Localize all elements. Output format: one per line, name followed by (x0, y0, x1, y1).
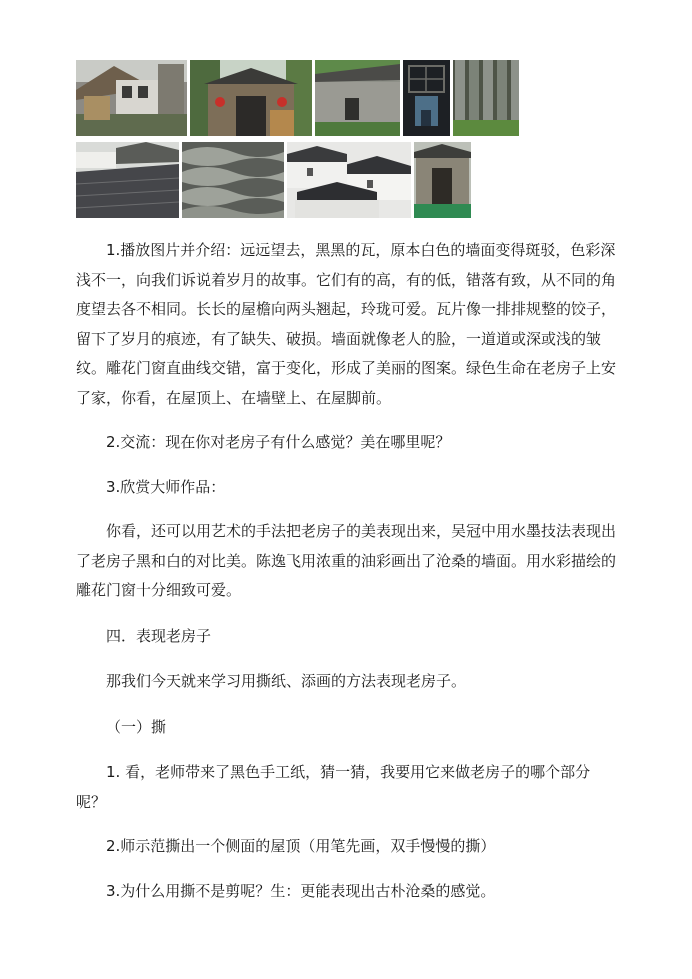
paragraph-appreciate-heading: 3.欣赏大师作品： (106, 477, 226, 496)
paragraph-masters: 你看，还可以用艺术的手法把老房子的美表现出来，吴冠中用水墨技法表现出了老房子黑和白的对比美。陈逸飞用浓重的油彩画出了沧桑的墙面。用水彩描绘的雕花门窗十分细致可爱。 (76, 522, 617, 599)
paragraph-step-demo: 2.师示范撕出一个侧面的屋顶（用笔先画，双手慢慢的撕） (106, 837, 496, 855)
paragraph-discussion: 2.交流：现在你对老房子有什么感觉？美在哪里呢？ (106, 433, 451, 451)
photo-tile-rows (453, 60, 519, 136)
paragraph-intro: 1.播放图片并介绍：远远望去，黑黑的瓦，原本白色的墙面变得斑驳，色彩深浅不一，向我们诉说着岁月的故事。它们有的高，有的低，错落有致，从不同的角度望去各不相同。长长的屋檐向两头翘起，玲珑可爱。瓦片像一排排规整的饺子，留下了岁月的痕迹，有了缺失、破损。墙面就像老人的脸，一道道或深或浅的皱纹。雕花门窗直曲线交错，富于变化，形成了美丽的图案。绿色生命在老房子上安了家，你看，在屋顶上、在墙壁上、在屋脚前。 (76, 241, 617, 407)
photo-archway-pond (414, 142, 471, 218)
photo-gatehouse-lanterns (190, 60, 312, 136)
photo-tile-closeup (182, 142, 284, 218)
lesson-text (76, 236, 616, 906)
photo-carved-window (403, 60, 450, 136)
photo-village-roofs (76, 142, 179, 218)
paragraph-step-look: 1. 看，老师带来了黑色手工纸，猜一猜，我要用它来做老房子的哪个部分呢？ (76, 763, 591, 811)
subsection-heading-tear: （一）撕 (106, 717, 167, 736)
paragraph-step-why: 3.为什么用撕不是剪呢？生：更能表现出古朴沧桑的感觉。 (106, 881, 496, 900)
photo-collage (76, 60, 526, 222)
paragraph-method: 那我们今天就来学习用撕纸、添画的方法表现老房子。 (106, 672, 467, 690)
photo-stone-wall (315, 60, 400, 136)
photo-thatched-house (76, 60, 187, 136)
section-heading-express: 四．表现老房子 (106, 626, 212, 645)
photo-white-wall-village (287, 142, 411, 218)
